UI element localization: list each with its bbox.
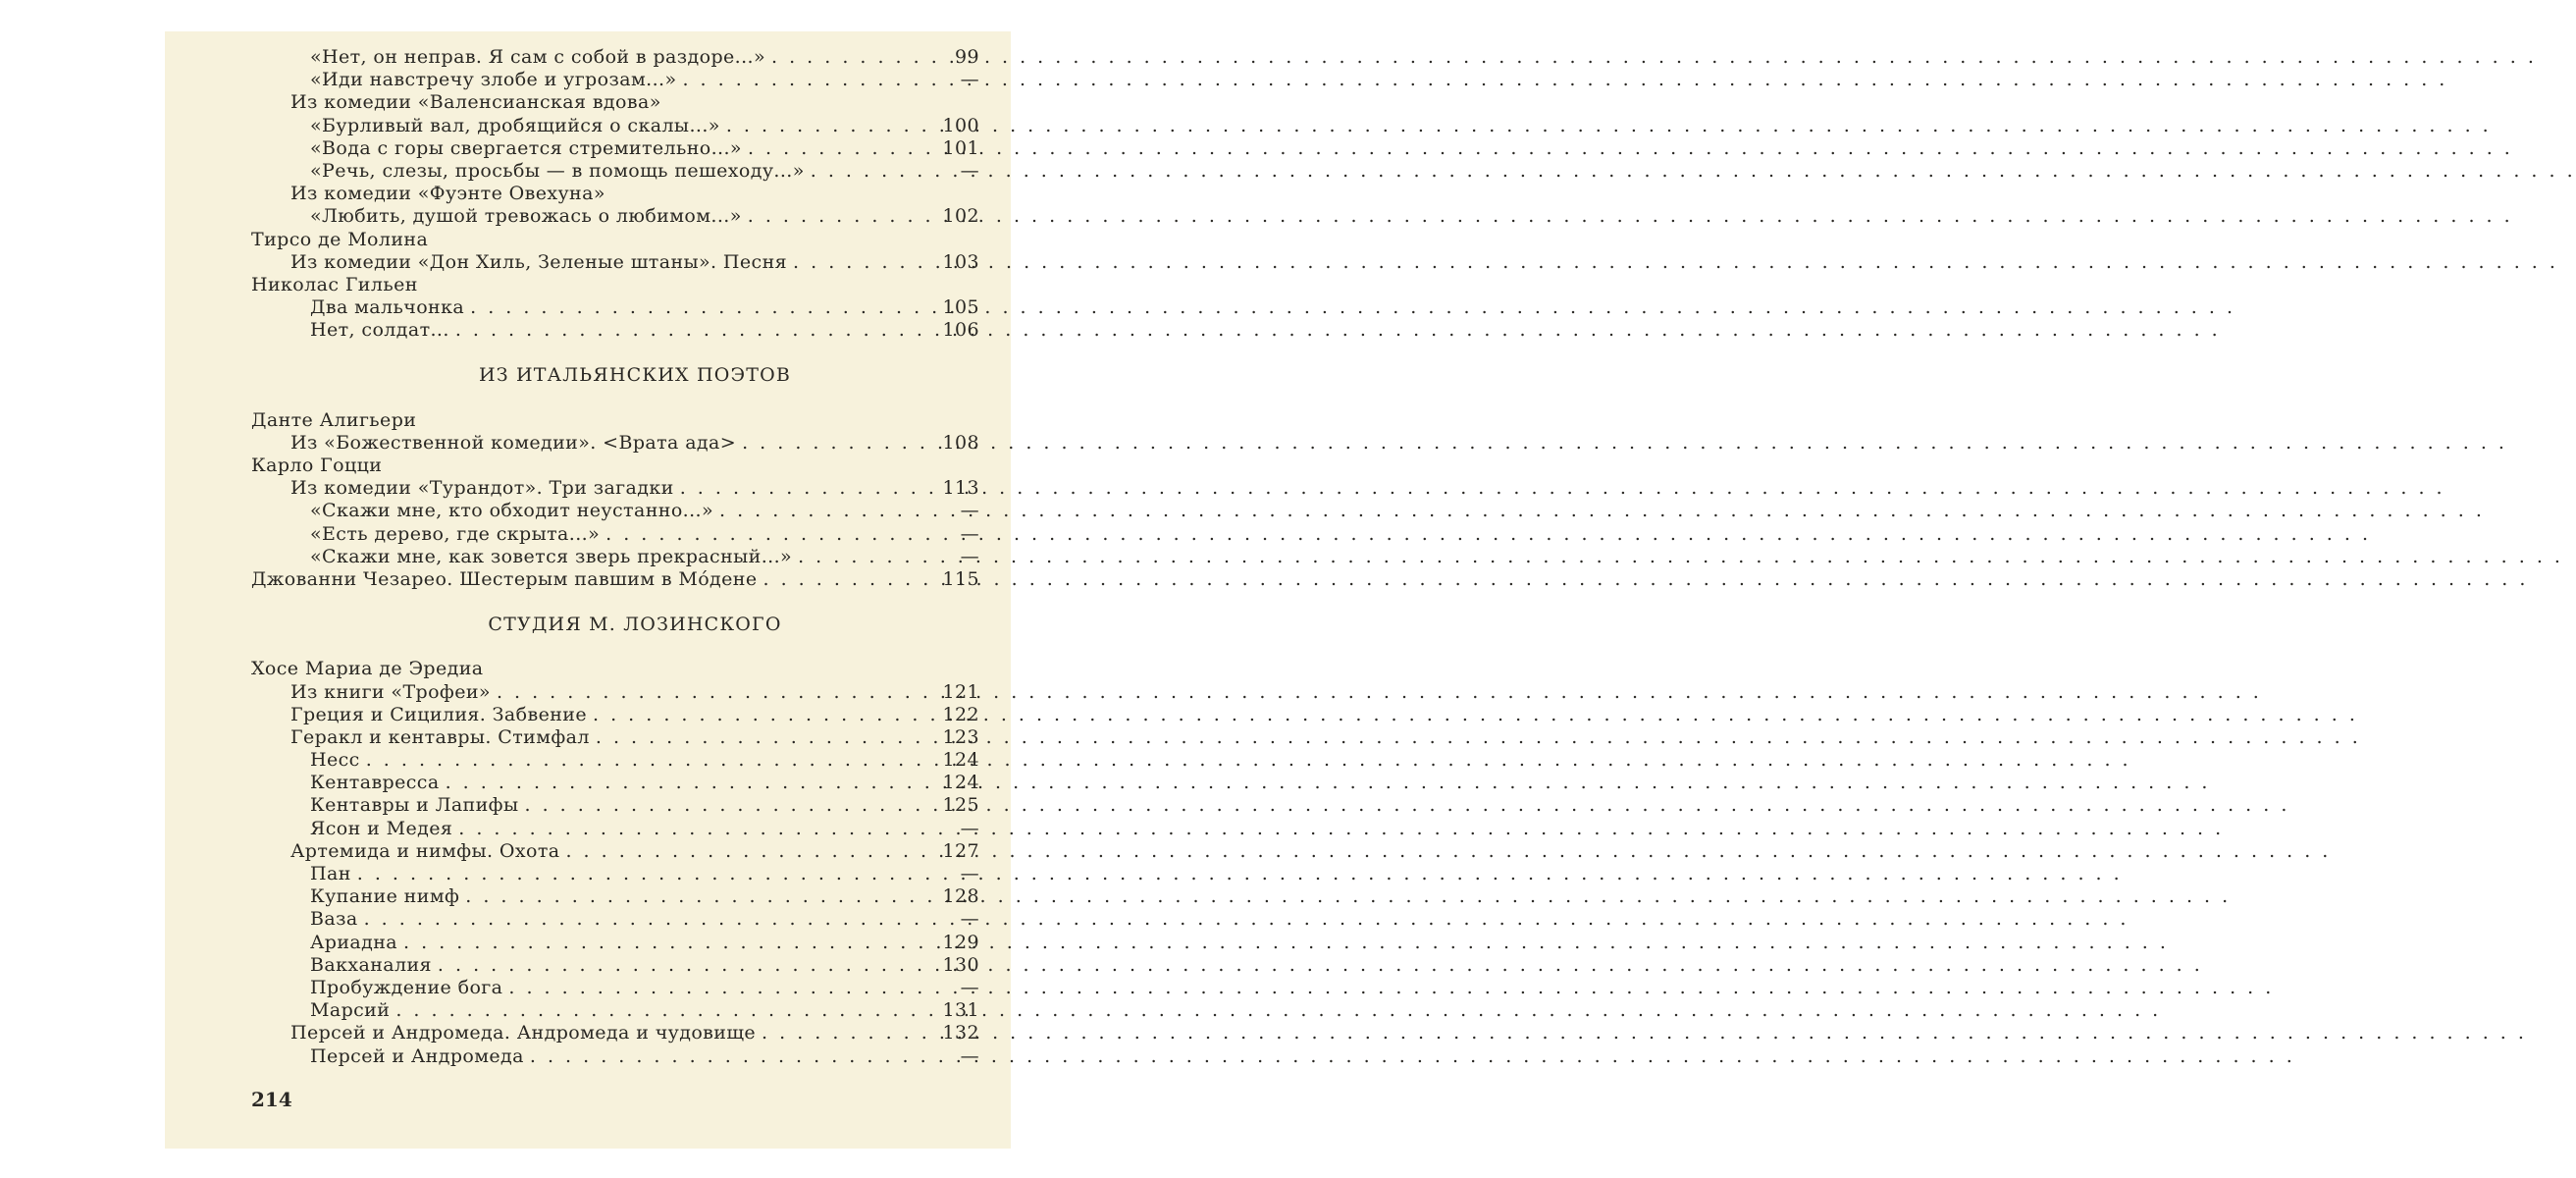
- toc-entry-title: «Скажи мне, кто обходит неустанно...»: [310, 500, 713, 522]
- dot-leader: [357, 863, 934, 885]
- dot-leader: [742, 432, 934, 455]
- dot-leader: [593, 704, 934, 726]
- toc-entry: [251, 818, 979, 840]
- dot-leader: [366, 749, 934, 772]
- toc-entry-page: 123: [942, 725, 979, 748]
- toc-entry-title: Из комедии «Дон Хиль, Зеленые штаны». Песня: [290, 250, 788, 273]
- toc-entry-title: Геракл и кентавры. Стимфал: [290, 725, 590, 748]
- toc-entry: [251, 46, 979, 69]
- toc-entry: [251, 1045, 979, 1068]
- toc-entry: [251, 681, 979, 704]
- toc-entry: [251, 932, 979, 954]
- toc-entry-title: Из комедии «Турандот». Три загадки: [290, 477, 674, 500]
- toc-entry-title: Из книги «Трофеи»: [290, 680, 491, 703]
- toc-entry: [251, 954, 979, 977]
- dot-leader: [395, 999, 934, 1022]
- toc-entry-page: —: [960, 69, 979, 91]
- toc-entry-title: Пробуждение бога: [310, 976, 503, 998]
- toc-entry: [251, 977, 979, 999]
- toc-entry: [251, 840, 979, 863]
- toc-entry-page: 125: [942, 794, 979, 817]
- toc-entry: [251, 160, 979, 183]
- toc-entry: [251, 704, 979, 726]
- toc-entry-page: 115: [942, 567, 979, 590]
- toc-entry: [251, 477, 979, 500]
- toc-entry: [251, 546, 979, 568]
- toc-entry-title: Греция и Сицилия. Забвение: [290, 703, 587, 725]
- author-heading: Тирсо де Молина: [251, 228, 429, 250]
- work-heading: Из комедии «Фуэнте Овехуна»: [290, 183, 605, 205]
- dot-leader: [497, 681, 934, 704]
- toc-entry: [251, 319, 979, 342]
- toc-entry-page: —: [960, 976, 979, 998]
- toc-entry-page: —: [960, 545, 979, 567]
- dot-leader: [508, 977, 934, 999]
- author-heading: Николас Гильен: [251, 273, 418, 295]
- toc-entry-page: 100: [942, 114, 979, 136]
- toc-entry: [251, 115, 979, 137]
- toc-entry: [251, 794, 979, 817]
- dot-leader: [596, 726, 934, 749]
- dot-leader: [455, 319, 934, 342]
- toc-entry-page: —: [960, 817, 979, 839]
- dot-leader: [458, 818, 934, 840]
- toc-entry-title: Несс: [310, 749, 360, 772]
- toc-entry-page: 132: [942, 1022, 979, 1044]
- toc-entry-page: —: [960, 1044, 979, 1067]
- section-title: СТУДИЯ М. ЛОЗИНСКОГО: [488, 614, 782, 636]
- dot-leader: [682, 69, 934, 91]
- toc-entry: [251, 749, 979, 772]
- dot-leader: [748, 205, 934, 228]
- toc-entry: [251, 885, 979, 908]
- toc-entry: [251, 908, 979, 931]
- section-title: ИЗ ИТАЛЬЯНСКИХ ПОЭТОВ: [478, 364, 792, 387]
- toc-entry-page: 130: [942, 953, 979, 976]
- toc-entry-page: 129: [942, 931, 979, 953]
- dot-leader: [403, 932, 934, 954]
- toc-entry-title: «Бурливый вал, дробящийся о скалы...»: [310, 114, 720, 136]
- toc-entry: [251, 523, 979, 546]
- toc-entry-page: —: [960, 908, 979, 931]
- toc-entry-page: 122: [942, 703, 979, 725]
- toc-entry-title: Нет, солдат...: [310, 319, 449, 342]
- author-heading: Карло Гоцци: [251, 455, 383, 476]
- dot-leader: [524, 794, 934, 817]
- toc-entry-title: Ариадна: [310, 931, 398, 953]
- toc-entry-page: —: [960, 159, 979, 182]
- toc-entry-title: Из «Божественной комедии». <Врата ада>: [290, 431, 737, 454]
- toc-entry-page: 103: [942, 250, 979, 273]
- toc-entry-page: 113: [942, 477, 979, 500]
- toc-entry-page: 101: [942, 136, 979, 159]
- toc-entry: [251, 137, 979, 160]
- toc-entry-title: Артемида и нимфы. Охота: [290, 839, 560, 862]
- toc-entry-page: 99: [955, 46, 979, 68]
- book-page: [165, 31, 1011, 1149]
- toc-entry-title: «Иди навстречу злобе и угрозам...»: [310, 69, 677, 91]
- dot-leader: [465, 885, 934, 908]
- toc-entry: [251, 1022, 979, 1044]
- toc-entry-title: «Скажи мне, как зовется зверь прекрасный...»: [310, 545, 793, 567]
- dot-leader: [811, 160, 934, 183]
- toc-entry: [251, 296, 979, 319]
- dot-leader: [565, 840, 934, 863]
- toc-entry-title: Персей и Андромеда. Андромеда и чудовище: [290, 1022, 757, 1044]
- dot-leader: [762, 1022, 934, 1044]
- toc-entry: [251, 726, 979, 749]
- dot-leader: [530, 1045, 934, 1068]
- toc-entry: [251, 772, 979, 794]
- toc-entry-page: —: [960, 522, 979, 545]
- toc-entry-title: Пан: [310, 863, 351, 884]
- author-heading: Хосе Мариа де Эредиа: [251, 658, 484, 680]
- dot-leader: [793, 251, 934, 274]
- toc-entry-title: Персей и Андромеда: [310, 1044, 524, 1067]
- toc-entry-title: Кентавресса: [310, 772, 440, 794]
- toc-entry-title: Кентавры и Лапифы: [310, 794, 519, 817]
- toc-entry-page: 124: [942, 772, 979, 794]
- toc-entry-page: 124: [942, 749, 979, 772]
- dot-leader: [446, 772, 934, 794]
- toc-entry: [251, 251, 979, 274]
- toc-entry-title: Два мальчонка: [310, 296, 465, 319]
- dot-leader: [771, 46, 934, 69]
- toc-entry-title: Джованни Чезарео. Шестерым павшим в Мóдене: [251, 567, 758, 590]
- dot-leader: [763, 568, 934, 591]
- toc-entry-title: «Речь, слезы, просьбы — в помощь пешеходу...»: [310, 159, 805, 182]
- toc-entry-title: «Есть дерево, где скрыта...»: [310, 522, 601, 545]
- toc-entry-title: Марсий: [310, 999, 391, 1022]
- toc-entry-title: Вакханалия: [310, 953, 432, 976]
- dot-leader: [726, 115, 934, 137]
- dot-leader: [470, 296, 934, 319]
- toc-entry-title: Ясон и Медея: [310, 817, 453, 839]
- toc-entry: [251, 205, 979, 228]
- toc-entry-title: «Нет, он неправ. Я сам с собой в раздоре...»: [310, 46, 765, 68]
- toc-entry-page: 131: [942, 999, 979, 1022]
- toc-entry-page: —: [960, 500, 979, 522]
- dot-leader: [438, 954, 934, 977]
- toc-entry: [251, 432, 979, 455]
- toc-entry-page: —: [960, 863, 979, 884]
- toc-entry-page: 108: [942, 431, 979, 454]
- toc-entry-page: 128: [942, 885, 979, 908]
- toc-entry: [251, 500, 979, 522]
- toc-entry-title: «Вода с горы свергается стремительно...»: [310, 136, 742, 159]
- dot-leader: [798, 546, 934, 568]
- dot-leader: [364, 908, 934, 931]
- dot-leader: [680, 477, 934, 500]
- page-number: 214: [251, 1088, 292, 1111]
- dot-leader: [605, 523, 934, 546]
- toc-entry-title: «Любить, душой тревожась о любимом...»: [310, 205, 742, 228]
- toc-entry: [251, 863, 979, 885]
- toc-entry-title: Ваза: [310, 908, 358, 931]
- toc-entry-page: 106: [942, 319, 979, 342]
- work-heading: Из комедии «Валенсианская вдова»: [290, 91, 661, 114]
- table-of-contents: [251, 46, 979, 1068]
- toc-entry-page: 105: [942, 296, 979, 319]
- toc-entry-page: 102: [942, 205, 979, 228]
- dot-leader: [719, 500, 934, 522]
- toc-entry: [251, 69, 979, 91]
- toc-entry: [251, 999, 979, 1022]
- toc-entry: [251, 568, 979, 591]
- toc-entry-title: Купание нимф: [310, 885, 460, 908]
- author-heading: Данте Алигьери: [251, 408, 417, 431]
- dot-leader: [748, 137, 934, 160]
- toc-entry-page: 121: [942, 680, 979, 703]
- toc-entry-page: 127: [942, 839, 979, 862]
